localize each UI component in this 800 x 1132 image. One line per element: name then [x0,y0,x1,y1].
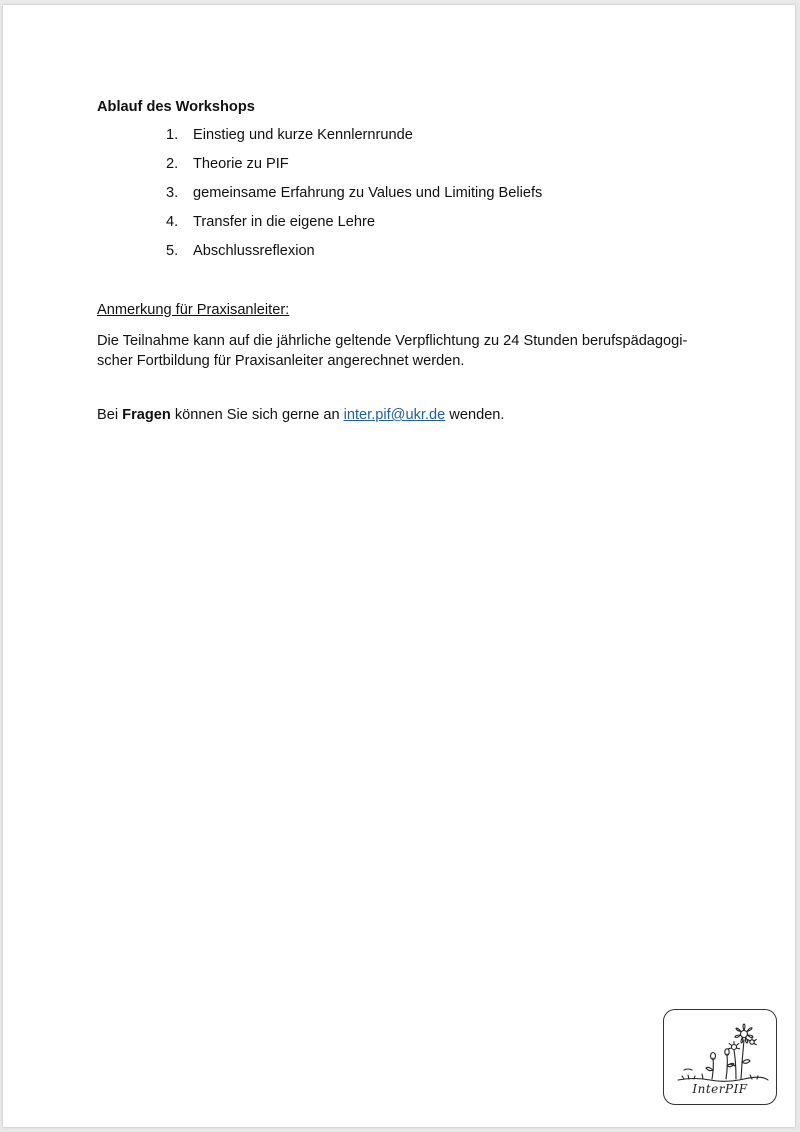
email-link[interactable]: inter.pif@ukr.de [343,407,446,423]
contact-suffix: wenden. [445,407,505,423]
note-line: Die Teilnahme kann auf die jährliche geltende Verpflichtung zu 24 Stunden berufspädagogi- [97,333,688,349]
agenda-item-number: 5. [166,243,179,259]
workshop-heading: Ablauf des Workshops [97,99,255,115]
agenda-item-text: Transfer in die eigene Lehre [193,214,375,230]
agenda-item-text: Einstieg und kurze Kennlernrunde [193,127,413,143]
contact-prefix: Bei [97,407,123,423]
note-heading: Anmerkung für Praxisanleiter: [97,302,290,318]
agenda-item-number: 2. [166,156,179,172]
contact-bold: Fragen [122,407,171,423]
document-page [3,5,795,1127]
logo-text: InterPIF [692,1082,748,1096]
interpif-logo [663,1009,777,1105]
contact-line [97,407,504,423]
contact-middle: können Sie sich gerne an [170,407,344,423]
note-paragraph [97,331,697,371]
agenda-item-number: 4. [166,214,179,230]
agenda-item-text: Theorie zu PIF [193,156,289,172]
note-line: scher Fortbildung für Praxisanleiter angerechnet werden. [97,353,465,369]
agenda-item-number: 3. [166,185,179,201]
agenda-item-text: gemeinsame Erfahrung zu Values und Limiting Beliefs [193,185,543,201]
agenda-item-number: 1. [166,127,179,143]
agenda-item-text: Abschlussreflexion [193,243,315,259]
